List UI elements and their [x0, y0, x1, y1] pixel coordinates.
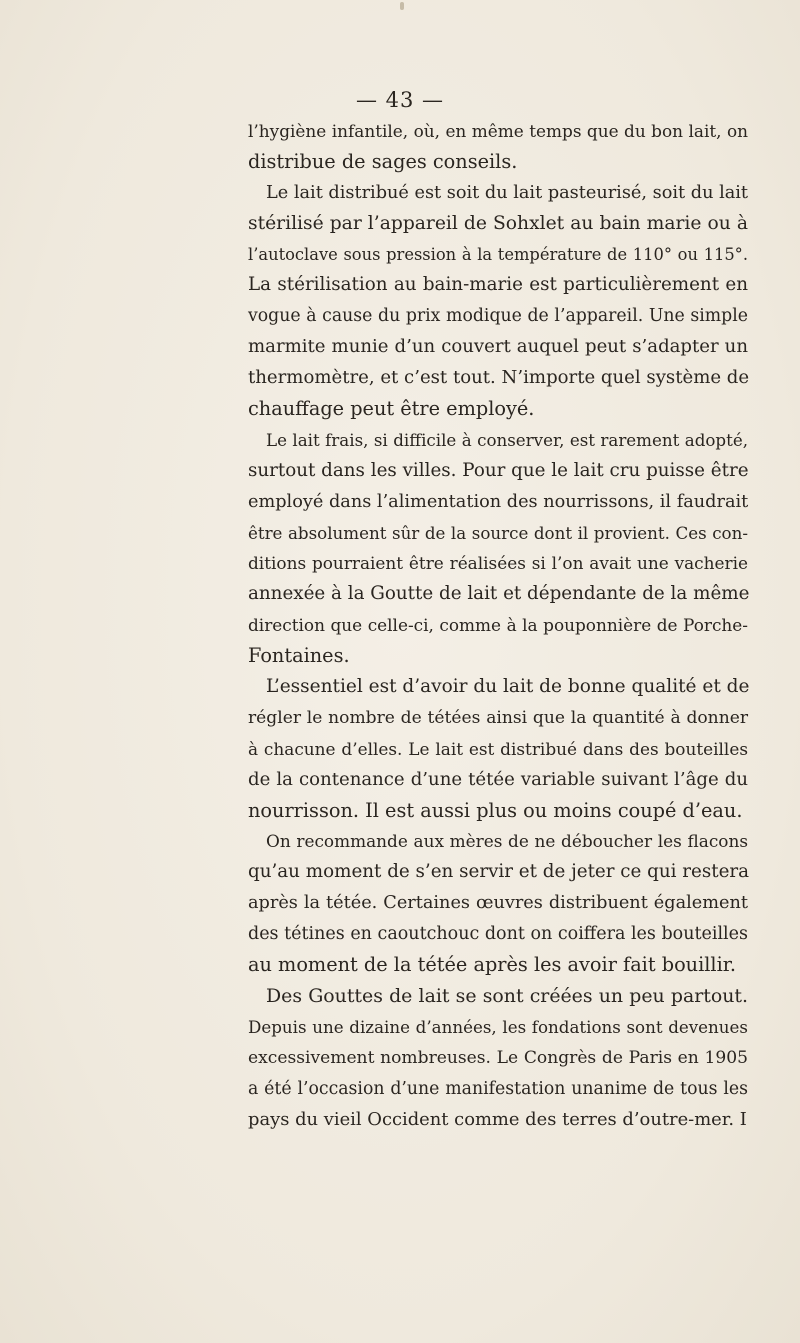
- text-line: à chacune d’elles. Le lait est distribué dans des bouteilles: [248, 738, 748, 759]
- text-line: annexée à la Goutte de lait et dépendante de la même: [248, 583, 750, 605]
- text-line: des tétines en caoutchouc dont on coiffera les bouteilles: [248, 924, 748, 945]
- text-line: L’essentiel est d’avoir du lait de bonne qualité et de: [266, 676, 750, 698]
- text-line: thermomètre, et c’est tout. N’importe quel système de: [248, 367, 750, 389]
- text-line: surtout dans les villes. Pour que le lait cru puisse être: [248, 459, 749, 481]
- body-text: [248, 116, 748, 1135]
- text-line: régler le nombre de tétées ainsi que la quantité à donner: [248, 707, 748, 728]
- text-line: a été l’occasion d’une manifestation unanime de tous les: [248, 1078, 748, 1099]
- text-line: vogue à cause du prix modique de l’appareil. Une simple: [248, 306, 748, 327]
- text-line: nourrisson. Il est aussi plus ou moins coupé d’eau.: [248, 798, 743, 822]
- text-line: Des Gouttes de lait se sont créées un peu partout.: [266, 984, 748, 1007]
- text-line: de la contenance d’une tétée variable suivant l’âge du: [248, 768, 748, 790]
- text-line: distribue de sages conseils.: [248, 149, 518, 173]
- text-line: marmite munie d’un couvert auquel peut s’adapter un: [248, 336, 748, 358]
- text-line: Le lait frais, si difficile à conserver, est rarement adopté,: [266, 429, 748, 450]
- text-line: après la tétée. Certaines œuvres distribuent également: [248, 893, 748, 914]
- text-line: employé dans l’alimentation des nourrissons, il faudrait: [248, 491, 749, 512]
- text-line: l’hygiène infantile, où, en même temps que du bon lait, on: [248, 121, 748, 141]
- text-line: stérilisé par l’appareil de Sohxlet au bain marie ou à: [248, 212, 748, 234]
- text-line: direction que celle-ci, comme à la pouponnière de Porche-: [248, 615, 748, 636]
- text-line: chauffage peut être employé.: [248, 397, 535, 421]
- page-speck: [400, 2, 404, 10]
- text-line: ditions pourraient être réalisées si l’on avait une vacherie: [248, 553, 748, 574]
- text-line: au moment de la tétée après les avoir fait bouillir.: [248, 953, 736, 977]
- text-line: pays du vieil Occident comme des terres d’outre-mer. I: [248, 1108, 747, 1130]
- text-line: Depuis une dizaine d’années, les fondations sont devenues: [248, 1016, 748, 1037]
- text-line: Fontaines.: [248, 644, 350, 668]
- text-line: l’autoclave sous pression à la température de 110° ou 115°.: [248, 244, 748, 264]
- text-line: excessivement nombreuses. Le Congrès de Paris en 1905: [248, 1047, 748, 1068]
- text-line: être absolument sûr de la source dont il provient. Ces con-: [248, 522, 748, 543]
- text-line: qu’au moment de s’en servir et de jeter ce qui restera: [248, 861, 750, 883]
- text-line: La stérilisation au bain-marie est particulièrement en: [248, 274, 748, 296]
- page-number: — 43 —: [355, 88, 445, 112]
- text-line: Le lait distribué est soit du lait pasteurisé, soit du lait: [266, 182, 749, 203]
- text-line: On recommande aux mères de ne déboucher les flacons: [266, 831, 748, 852]
